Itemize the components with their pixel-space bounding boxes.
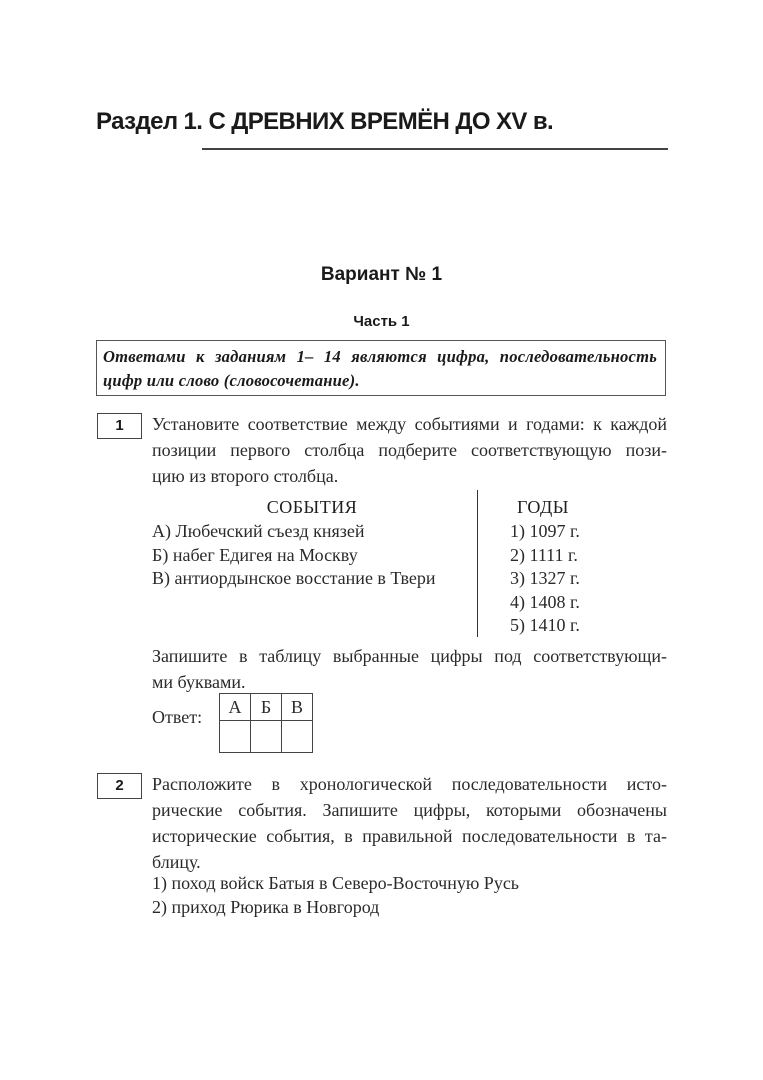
prompt-line: блицу.: [152, 852, 201, 872]
part-title: Часть 1: [353, 313, 410, 330]
events-column: [152, 494, 472, 591]
year-item: 5) 1410 г.: [510, 615, 580, 635]
option-item: 2) приход Рюрика в Новгород: [152, 896, 380, 917]
events-header: СОБЫТИЯ: [266, 497, 358, 517]
prompt-line: Расположите в хронологической последовательности исто-: [152, 774, 667, 794]
prompt-line: позиции первого столбца подберите соответствующую пози-: [152, 440, 667, 460]
answer-cell-v[interactable]: [282, 721, 313, 753]
answer-cell-b[interactable]: [251, 721, 282, 753]
answer-column-b: Б: [251, 694, 282, 721]
variant-title: Вариант № 1: [320, 264, 443, 285]
task-2-prompt: [152, 771, 667, 875]
event-item: А) Любечский съезд князей: [152, 521, 365, 541]
prompt-line: цию из второго столбца.: [152, 466, 339, 486]
event-item: Б) набег Едигея на Москву: [152, 544, 358, 565]
write-line: ми буквами.: [152, 672, 246, 692]
task-1-write-instruction: [152, 643, 667, 695]
answer-label: Ответ:: [152, 707, 203, 727]
answer-table: [219, 693, 313, 753]
year-item: 2) 1111 г.: [510, 544, 578, 565]
year-item: 4) 1408 г.: [510, 591, 580, 612]
prompt-line: рические события. Запишите цифры, которыми обозначены: [152, 800, 667, 820]
event-item: В) антиордынское восстание в Твери: [152, 568, 436, 588]
prompt-line: исторические события, в правильной последовательности в та-: [152, 826, 667, 846]
year-item: 3) 1327 г.: [510, 568, 580, 588]
instruction-line: Ответами к заданиям 1– 14 являются цифра, последовательность: [103, 347, 657, 366]
years-header: ГОДЫ: [516, 497, 570, 517]
task-2-options: [152, 872, 667, 919]
answer-column-v: В: [282, 694, 313, 721]
year-item: 1) 1097 г.: [510, 521, 580, 541]
task-1-prompt: [152, 411, 667, 489]
write-line: Запишите в таблицу выбранные цифры под соответствующи-: [152, 646, 667, 666]
section-title-rule: [202, 148, 668, 150]
instruction-box: [96, 340, 666, 396]
instruction-text: [103, 345, 657, 393]
section-title: Раздел 1. С ДРЕВНИХ ВРЕМЁН ДО XV в.: [96, 108, 554, 135]
answer-column-a: А: [220, 694, 251, 721]
task-number-1: 1: [97, 413, 142, 439]
option-item: 1) поход войск Батыя в Северо-Восточную Русь: [152, 873, 520, 893]
answer-cell-a[interactable]: [220, 721, 251, 753]
prompt-line: Установите соответствие между событиями и годами: к каждой: [152, 414, 667, 434]
task-number-2: 2: [97, 773, 142, 799]
instruction-line: цифр или слово (словосочетание).: [103, 371, 360, 390]
years-column: [478, 494, 608, 638]
